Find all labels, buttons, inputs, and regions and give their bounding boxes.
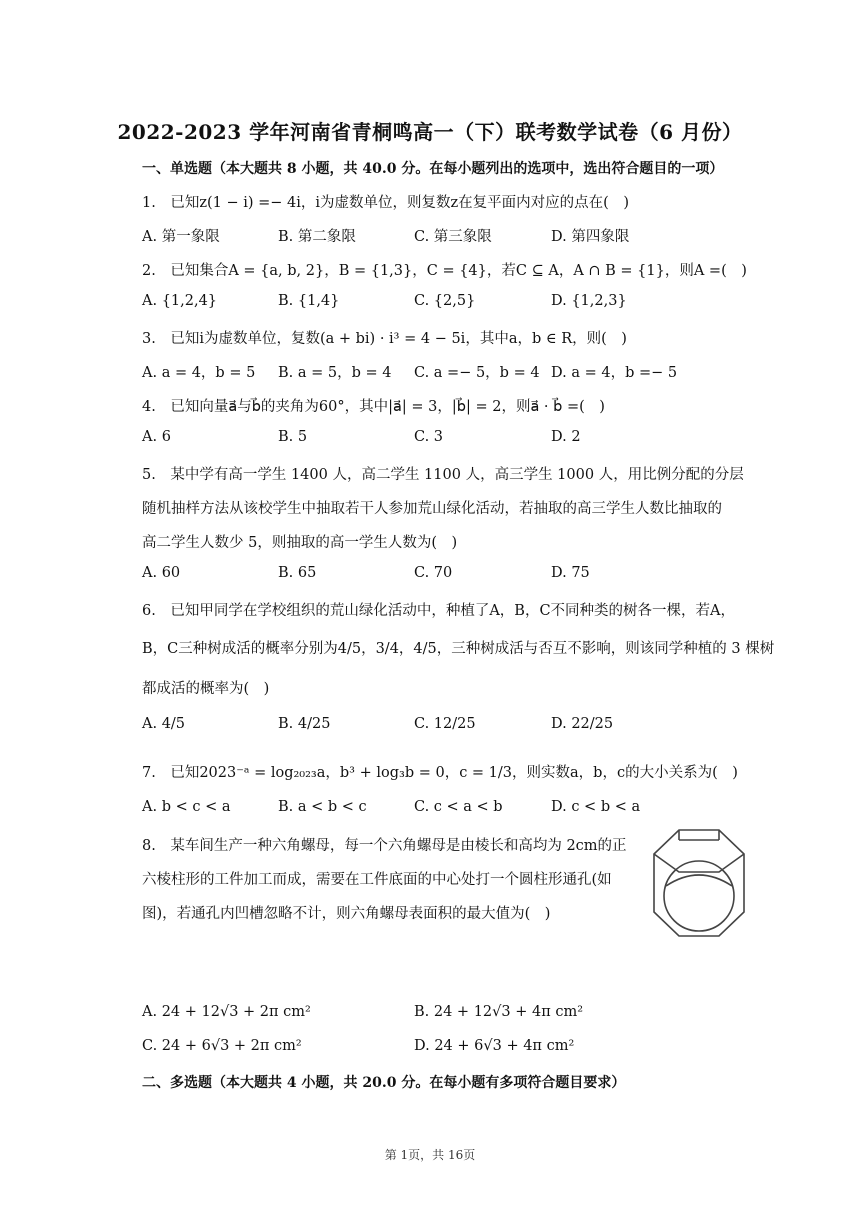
- q2-option-d: D. {1,2,3}: [551, 293, 627, 309]
- q7-option-a: A. b < c < a: [142, 799, 231, 815]
- q5-option-d: D. 75: [551, 565, 590, 581]
- q4-option-b: B. 5: [278, 429, 308, 445]
- q8-option-a: A. 24 + 12√3 + 2π cm²: [142, 1004, 311, 1020]
- q7-option-d: D. c < b < a: [551, 799, 641, 815]
- q8-option-b: B. 24 + 12√3 + 4π cm²: [414, 1004, 584, 1020]
- hex-nut-figure: [650, 824, 748, 942]
- q2-option-a: A. {1,2,4}: [142, 293, 218, 309]
- q3-option-d: D. a = 4，b =− 5: [551, 365, 678, 381]
- q2-option-b: B. {1,4}: [278, 293, 340, 309]
- question-6-line-3: 都成活的概率为( ): [142, 681, 270, 697]
- q4-option-a: A. 6: [142, 429, 171, 445]
- question-3-stem: 3. 已知i为虚数单位，复数(a + bi) · i³ = 4 − 5i，其中a，b ∈ R，则( ): [142, 331, 627, 347]
- q6-option-c: C. 12/25: [414, 716, 476, 732]
- question-2-stem: 2. 已知集合A = {a, b, 2}，B = {1,3}，C = {4}，若C ⊆ A，A ∩ B = {1}，则A =( ): [142, 263, 747, 279]
- q5-option-c: C. 70: [414, 565, 453, 581]
- q2-option-c: C. {2,5}: [414, 293, 476, 309]
- q6-option-a: A. 4/5: [142, 716, 186, 732]
- question-5-line-1: 5. 某中学有高一学生 1400 人，高二学生 1100 人，高三学生 1000 人，用比例分配的分层: [142, 467, 744, 483]
- question-8-line-1: 8. 某车间生产一种六角螺母，每一个六角螺母是由棱长和高均为 2cm的正: [142, 838, 627, 854]
- section-multi-choice-heading: 二、多选题（本大题共 4 小题，共 20.0 分。在每小题有多项符合题目要求）: [142, 1075, 626, 1091]
- q1-option-a: A. 第一象限: [142, 229, 220, 245]
- q4-option-c: C. 3: [414, 429, 444, 445]
- question-5-line-2: 随机抽样方法从该校学生中抽取若干人参加荒山绿化活动，若抽取的高三学生人数比抽取的: [142, 501, 722, 517]
- page-footer: 第 1页，共 16页: [384, 1148, 476, 1162]
- section-single-choice-heading: 一、单选题（本大题共 8 小题，共 40.0 分。在每小题列出的选项中，选出符合题目的一项）: [142, 161, 724, 177]
- question-8-line-3: 图)，若通孔内凹槽忽略不计，则六角螺母表面积的最大值为( ): [142, 906, 551, 922]
- q7-option-b: B. a < b < c: [278, 799, 367, 815]
- q5-option-a: A. 60: [142, 565, 181, 581]
- q4-option-d: D. 2: [551, 429, 581, 445]
- q1-option-d: D. 第四象限: [551, 229, 630, 245]
- question-6-line-1: 6. 已知甲同学在学校组织的荒山绿化活动中，种植了A，B，C不同种类的树各一棵，若A，: [142, 603, 736, 619]
- question-5-line-3: 高二学生人数少 5，则抽取的高一学生人数为( ): [142, 535, 458, 551]
- q6-option-d: D. 22/25: [551, 716, 614, 732]
- question-6-line-2: B，C三种树成活的概率分别为4/5，3/4，4/5，三种树成活与否互不影响，则该同学种植的 3 棵树: [142, 641, 775, 657]
- q5-option-b: B. 65: [278, 565, 317, 581]
- q3-option-a: A. a = 4，b = 5: [142, 365, 256, 381]
- q8-option-c: C. 24 + 6√3 + 2π cm²: [142, 1038, 302, 1054]
- q1-option-c: C. 第三象限: [414, 229, 492, 245]
- q6-option-b: B. 4/25: [278, 716, 331, 732]
- question-1-stem: 1. 已知z(1 − i) =− 4i，i为虚数单位，则复数z在复平面内对应的点在( ): [142, 195, 629, 211]
- question-7-stem: 7. 已知2023⁻ᵃ = log₂₀₂₃a，b³ + log₃b = 0，c = 1/3，则实数a，b，c的大小关系为( ): [142, 765, 738, 781]
- page-title: 2022-2023 学年河南省青桐鸣高一（下）联考数学试卷（6 月份）: [117, 120, 743, 144]
- q7-option-c: C. c < a < b: [414, 799, 503, 815]
- question-4-stem: 4. 已知向量a⃗与b⃗的夹角为60°，其中|a⃗| = 3，|b⃗| = 2，则a⃗ · b⃗ =( ): [142, 399, 605, 415]
- q3-option-c: C. a =− 5，b = 4: [414, 365, 540, 381]
- q1-option-b: B. 第二象限: [278, 229, 356, 245]
- question-8-line-2: 六棱柱形的工件加工而成，需要在工件底面的中心处打一个圆柱形通孔(如: [142, 872, 612, 888]
- q3-option-b: B. a = 5，b = 4: [278, 365, 392, 381]
- q8-option-d: D. 24 + 6√3 + 4π cm²: [414, 1038, 575, 1054]
